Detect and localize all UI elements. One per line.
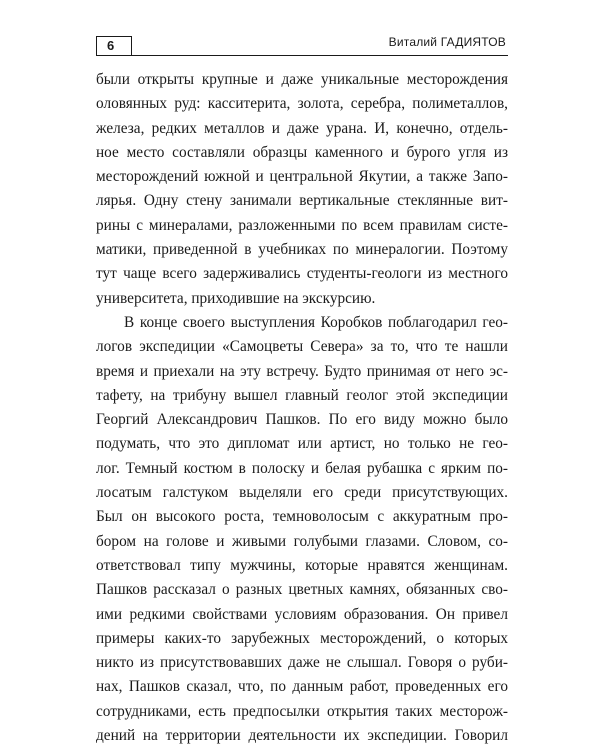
text-line: лог. Темный костюм в полоску и белая рубашка с ярким по- xyxy=(96,459,508,477)
text-line: тафету, на трибуну вышел главный геолог этой экспедиции xyxy=(96,386,508,404)
text-line: В конце своего выступления Коробков поблагодарил гео- xyxy=(124,313,508,331)
text-line: нах, Пашков сказал, что, по данным работ, проведенных его xyxy=(96,678,508,696)
text-line: железа, редких металлов и даже урана. И, конечно, отдель- xyxy=(96,119,508,137)
header-rule xyxy=(132,55,508,56)
text-line: время и приехали на эту встречу. Будто принимая от него эс- xyxy=(96,362,508,380)
text-line: ное место составляли образцы каменного и бурого угля из xyxy=(96,143,508,161)
body-text xyxy=(96,68,508,748)
text-line: примеры каких-то зарубежных месторождений, о которых xyxy=(96,629,508,647)
text-line: дений на территории деятельности их экспедиции. Говорил xyxy=(96,727,508,745)
text-line: тут чаще всего задерживались студенты-геологи из местного xyxy=(96,265,508,283)
text-line: никто из присутствовавших даже не слышал. Говоря о руби- xyxy=(96,654,508,672)
text-line: матики, приведенной в учебниках по минералогии. Поэтому xyxy=(96,241,508,259)
text-line: лярья. Одну стену занимали вертикальные стеклянные вит- xyxy=(96,192,508,210)
text-line: сотрудниками, есть предпосылки открытия таких месторож- xyxy=(96,702,508,720)
text-line: месторождений южной и центральной Якутии, а также Запо- xyxy=(96,168,508,186)
text-line: ими редкими свойствами условиям образования. Он привел xyxy=(96,605,508,623)
text-line: были открыты крупные и даже уникальные месторождения xyxy=(96,71,508,88)
text-line: ответствовал типу мужчины, которые нравятся женщинам. xyxy=(96,556,508,574)
text-line: логов экспедиции «Самоцветы Севера» за то, что те нашли xyxy=(96,338,508,356)
running-head-author: Виталий ГАДИЯТОВ xyxy=(388,35,506,49)
text-line: Пашков рассказал о разных цветных камнях, обязанных сво- xyxy=(96,581,508,599)
text-line: оловянных руд: касситерита, золота, серебра, полиметаллов, xyxy=(96,95,508,113)
text-line: рины с минералами, разложенными по всем правилам систе- xyxy=(96,216,508,234)
text-line: университета, приходившие на экскурсию. xyxy=(96,289,376,307)
text-line: бором на голове и живыми голубыми глазами. Словом, со- xyxy=(96,532,508,550)
text-line: лосатым галстуком выделяли его среди присутствующих. xyxy=(96,484,508,502)
page-header xyxy=(96,36,508,58)
page-number: 6 xyxy=(96,36,132,56)
text-line: Был он высокого роста, темноволосым с аккуратным про- xyxy=(96,508,508,526)
text-line: подумать, что это дипломат или артист, но только не гео- xyxy=(96,435,508,453)
text-line: Георгий Александрович Пашков. По его виду можно было xyxy=(96,411,508,429)
